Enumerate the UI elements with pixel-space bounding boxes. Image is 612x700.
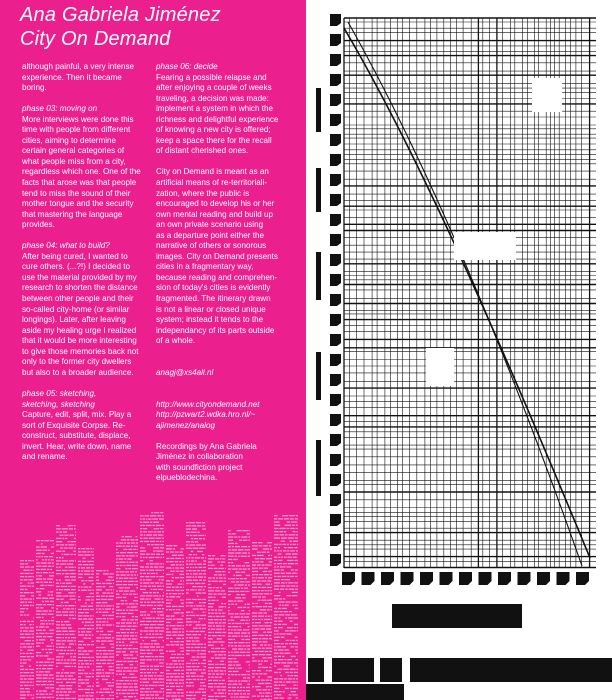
- paragraph-line: longings). Later, after leaving: [22, 315, 126, 325]
- paragraph-line: sort of Exquisite Corpse. Re-: [22, 420, 126, 430]
- paragraph-line: facts that arose was that people: [22, 178, 137, 188]
- paragraph-line: time with people from different: [22, 125, 131, 135]
- paragraph-line: of knowing a new city is offered;: [156, 125, 271, 135]
- paragraph-line: only to the former city dwellers: [22, 357, 132, 367]
- project-name: City On Demand: [20, 28, 171, 50]
- paragraph-line: More interviews were done this: [22, 114, 134, 124]
- paragraph-line: cities in a fragmentary way,: [156, 262, 254, 272]
- paragraph-line: artificial means of re-territoriali-: [156, 178, 268, 188]
- paragraph-line: fragmented. The itinerary drawn: [156, 294, 271, 304]
- credits-line: Jiménez in collaboration: [156, 452, 243, 462]
- credits-line: with soundfiction project: [156, 462, 243, 472]
- credits-line: Recordings by Ana Gabriela: [156, 441, 257, 451]
- paragraph-line: regardless which one. One of the: [22, 167, 141, 177]
- paragraph-line: provides.: [22, 220, 55, 230]
- paragraph-line: invert. Hear, write down, name: [22, 441, 132, 451]
- paragraph-line: an own private scenario using: [156, 220, 264, 230]
- paragraph-line: narrative of others or sonorous: [156, 241, 267, 251]
- paragraph-line: experience. Then it became: [22, 72, 122, 82]
- paragraph-line: City on Demand is meant as an: [156, 167, 269, 177]
- paragraph-line: traveling, a decision was made:: [156, 93, 269, 103]
- paragraph-line: Capture, edit, split, mix. Play a: [22, 410, 132, 420]
- paragraph-line: tend to miss the sound of their: [22, 188, 131, 198]
- paragraph-line: because reading and comprehen-: [156, 272, 278, 282]
- paragraph-line: zation, where the public is: [156, 188, 250, 198]
- paragraph-line: certain general categories of: [22, 146, 125, 156]
- page-title: [20, 3, 221, 51]
- phase-03-heading: phase 03: moving on: [22, 104, 98, 114]
- paragraph-line: although painful, a very intense: [22, 62, 135, 71]
- paragraph-line: construct, substitute, displace,: [22, 431, 131, 441]
- paragraph-line: sion of today's cities is evidently: [156, 283, 271, 293]
- paragraph-line: Fearing a possible relapse and: [156, 72, 267, 82]
- paragraph-line: cities, aiming to determine: [22, 135, 117, 145]
- paragraph-line: what people miss from a city,: [22, 156, 126, 166]
- text-column-1: [22, 62, 152, 463]
- author-name: Ana Gabriela Jiménez: [20, 4, 221, 26]
- paragraph-line: system; instead it tends to the: [156, 315, 264, 325]
- paragraph-line: that it would be more interesting: [22, 336, 137, 346]
- paragraph-line: cure others. (...?!) I decided to: [22, 262, 130, 272]
- notation-grid-artwork: [306, 0, 612, 700]
- paragraph-line: boring.: [22, 83, 47, 93]
- paragraph-line: After being cured, I wanted to: [22, 251, 128, 261]
- right-panel: [306, 0, 612, 700]
- paragraph-line: is not a linear or closed unique: [156, 304, 266, 314]
- text-column-2: [156, 62, 298, 484]
- phase-05-heading: phase 05: sketching,: [22, 388, 97, 398]
- project-link[interactable]: http://pzwart2.wdka.hro.nl/~: [156, 410, 256, 420]
- paragraph-line: but also to a broader audience.: [22, 367, 134, 377]
- paragraph-line: after enjoying a couple of weeks: [156, 83, 272, 93]
- paragraph-line: independancy of its parts outside: [156, 325, 275, 335]
- credits-line: elpueblodechina.: [156, 473, 218, 483]
- project-link-cont[interactable]: ajimenez/analog: [156, 420, 215, 430]
- paragraph-line: and rename.: [22, 452, 68, 462]
- paragraph-line: mother tongue and the security: [22, 199, 134, 209]
- paragraph-line: use the material provided by my: [22, 272, 137, 282]
- paragraph-line: keep a space there for the recall: [156, 135, 272, 145]
- paragraph-line: between other people and their: [22, 294, 134, 304]
- paragraph-line: encouraged to develop his or her: [156, 199, 275, 209]
- paragraph-line: images. City on Demand presents: [156, 251, 278, 261]
- paragraph-line: so-called city-home (or similar: [22, 304, 130, 314]
- paragraph-line: to give those memories back not: [22, 346, 139, 356]
- paragraph-line: research to shorten the distance: [22, 283, 138, 293]
- website-link[interactable]: http://www.cityondemand.net: [156, 399, 260, 409]
- email-link[interactable]: anagj@xs4all.nl: [156, 367, 214, 377]
- paragraph-line: own mental reading and build up: [156, 209, 273, 219]
- paragraph-line: richness and delightful experience: [156, 114, 279, 124]
- paragraph-line: as a departure point either the: [156, 230, 264, 240]
- paragraph-line: of a whole.: [156, 336, 196, 346]
- paragraph-line: of distant cherished ones.: [156, 146, 249, 156]
- paragraph-line: aside my healing urge I realized: [22, 325, 137, 335]
- paragraph-line: implement a system in which the: [156, 104, 273, 114]
- phase-05-heading-cont: sketching, sketching: [22, 399, 95, 409]
- phase-06-heading: phase 06: decide: [156, 62, 218, 71]
- phase-04-heading: phase 04: what to build?: [22, 241, 110, 251]
- paragraph-line: that mastering the language: [22, 209, 123, 219]
